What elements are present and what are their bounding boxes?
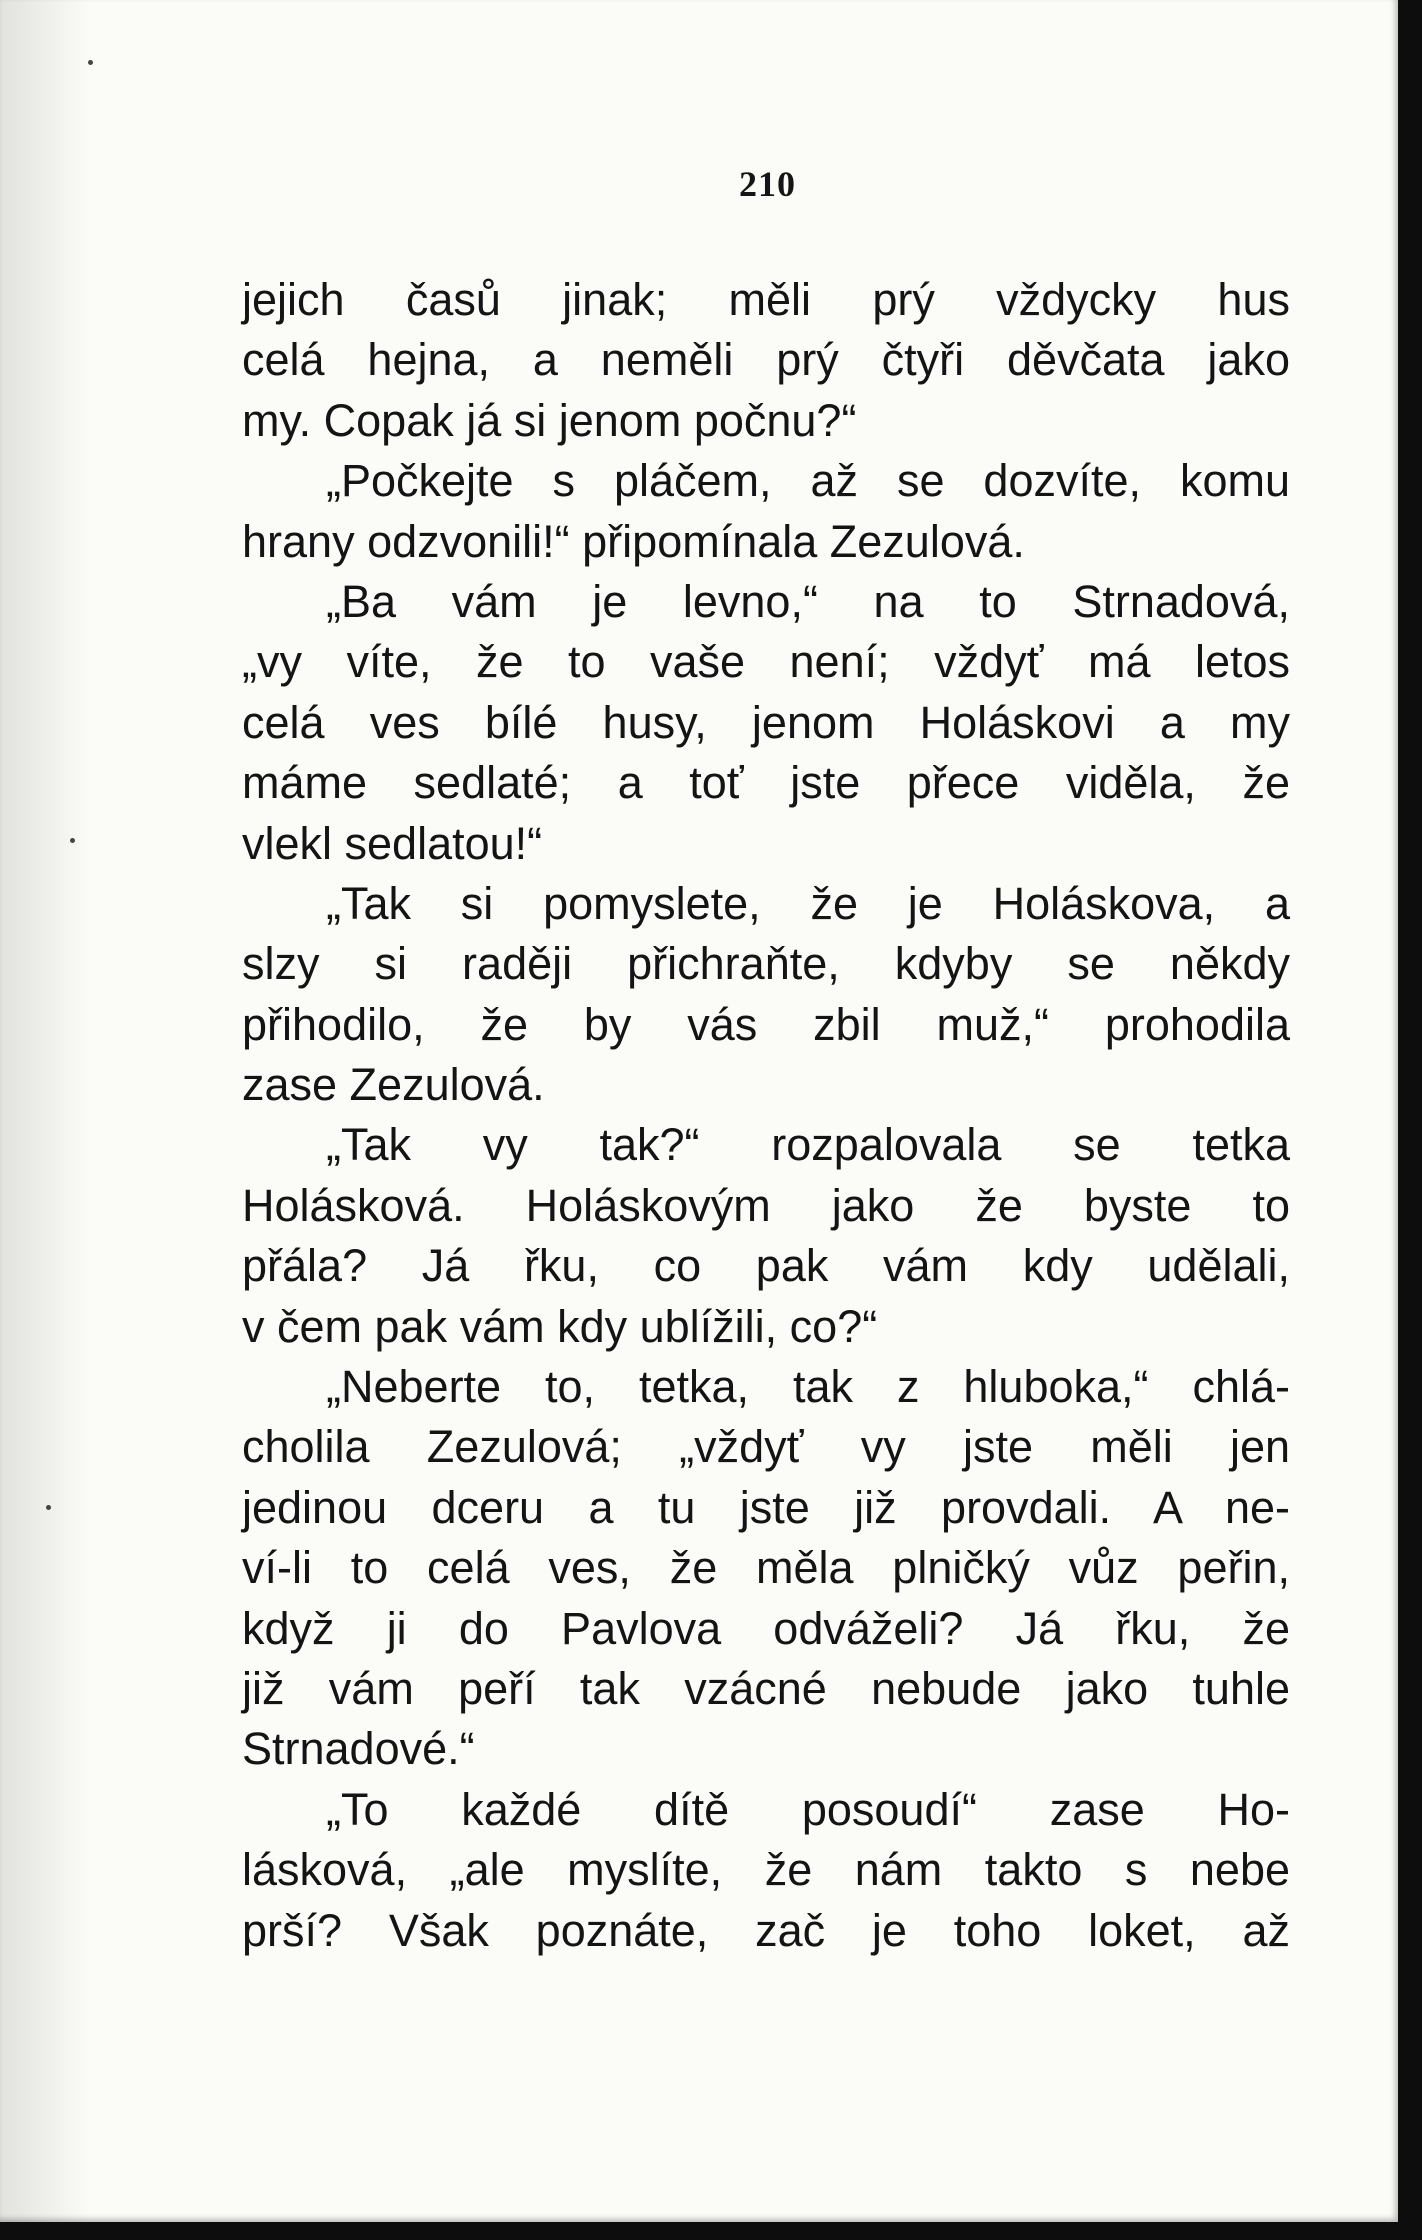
- text-line: cholila Zezulová; „vždyť vy jste měli jen: [242, 1421, 1290, 1473]
- body-text: [242, 270, 1290, 1961]
- text-line: jejich časů jinak; měli prý vždycky hus: [242, 274, 1290, 325]
- text-line: lásková, „ale myslíte, že nám takto s nebe: [242, 1844, 1290, 1896]
- text-line: Holásková. Holáskovým jako že byste to: [242, 1179, 1290, 1231]
- text-line: celá ves bílé husy, jenom Holáskovi a my: [242, 696, 1290, 748]
- text-line: „Počkejte s pláčem, až se dozvíte, komu: [326, 455, 1290, 507]
- page-spine-shadow: [0, 0, 90, 2222]
- text-line: máme sedlaté; a toť jste přece viděla, že: [242, 757, 1290, 809]
- text-line: Strnadové.“: [242, 1723, 475, 1775]
- text-line: my. Copak já si jenom počnu?“: [242, 394, 857, 446]
- text-line: přihodilo, že by vás zbil muž,“ prohodila: [242, 998, 1290, 1050]
- text-line: jedinou dceru a tu jste již provdali. A ne-: [242, 1481, 1290, 1533]
- text-line: „Ba vám je levno,“ na to Strnadová,: [326, 575, 1290, 627]
- text-line: „Neberte to, tetka, tak z hluboka,“ chlá-: [326, 1361, 1290, 1413]
- paper-speck: [70, 838, 75, 843]
- text-line: když ji do Pavlova odváželi? Já řku, že: [242, 1602, 1290, 1654]
- text-line: prší? Však poznáte, zač je toho loket, až: [242, 1904, 1290, 1956]
- text-line: „vy víte, že to vaše není; vždyť má letos: [242, 636, 1290, 688]
- text-line: vlekl sedlatou!“: [242, 817, 543, 869]
- paper-speck: [46, 1505, 51, 1510]
- text-line: již vám peří tak vzácné nebude jako tuhle: [242, 1662, 1290, 1714]
- text-line: hrany odzvonili!“ připomínala Zezulová.: [242, 515, 1025, 567]
- text-line: celá hejna, a neměli prý čtyři děvčata jako: [242, 334, 1290, 386]
- text-line: „To každé dítě posoudí“ zase Ho-: [326, 1783, 1290, 1835]
- page-number: 210: [739, 164, 796, 204]
- text-line: zase Zezulová.: [242, 1059, 545, 1111]
- text-line: slzy si raději přichraňte, kdyby se někdy: [242, 938, 1290, 990]
- text-line: ví-li to celá ves, že měla plničký vůz peřin,: [242, 1542, 1290, 1594]
- paper-speck: [88, 60, 93, 65]
- text-line: v čem pak vám kdy ublížili, co?“: [242, 1300, 878, 1352]
- text-line: „Tak vy tak?“ rozpalovala se tetka: [326, 1119, 1290, 1171]
- text-line: „Tak si pomyslete, že je Holáskova, a: [326, 877, 1290, 929]
- text-line: přála? Já řku, co pak vám kdy udělali,: [242, 1240, 1290, 1292]
